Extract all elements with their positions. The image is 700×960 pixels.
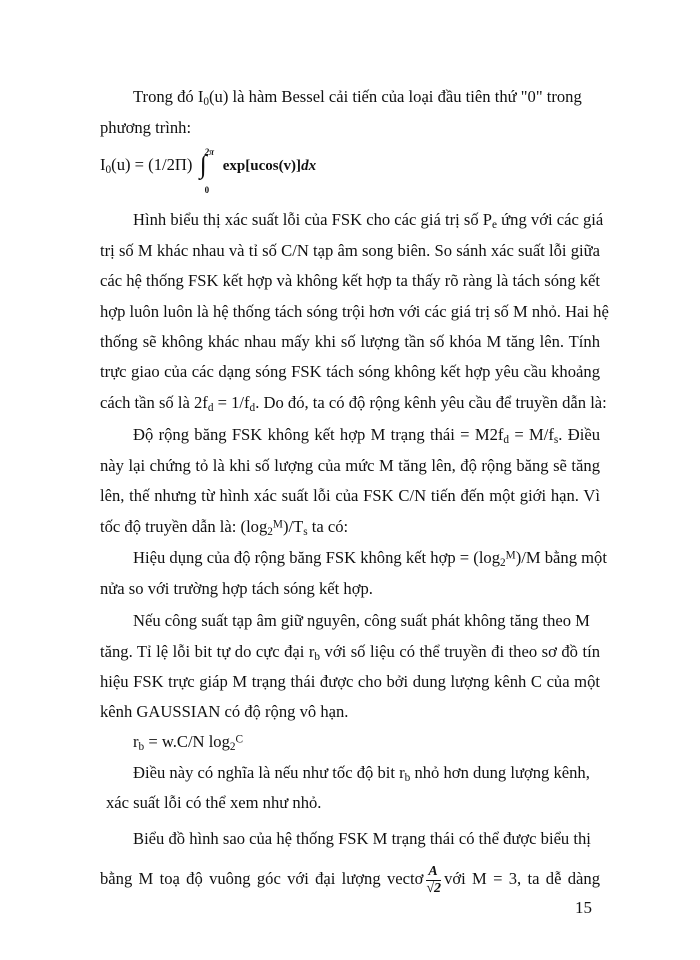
paragraph-2-line-6	[100, 361, 600, 383]
subscript: b	[314, 651, 321, 664]
subscript: e	[492, 219, 498, 232]
formula-superscript: C	[235, 733, 244, 746]
formula-subscript: b	[138, 741, 145, 754]
text: tăng. Tỉ lệ lỗi bit tự do cực đại r	[100, 642, 315, 661]
paragraph-3-line-4	[100, 516, 348, 538]
subscript: d	[249, 402, 256, 415]
paragraph-6-line-1	[133, 762, 590, 784]
text: . Điều	[558, 425, 600, 444]
text: trị số M khác nhau và tỉ số C/N tạp âm song biên. So sánh xác suất lỗi giữa	[100, 241, 600, 260]
formula-text: (u) = (1/2Π)	[111, 155, 193, 174]
text: Biểu đồ hình sao của hệ thống FSK M trạng thái có thể được biểu thị	[133, 829, 591, 848]
text: = 1/f	[213, 393, 250, 412]
paragraph-4-line-1	[133, 547, 607, 570]
text: hiệu FSK trực giáp M trạng thái được cho bởi dung lượng kênh C của một	[100, 672, 600, 691]
text: Hình biểu thị xác suất lỗi của FSK cho các giá trị số P	[133, 210, 493, 229]
text: Hiệu dụng của độ rộng băng FSK không kết hợp = (log	[133, 548, 501, 567]
fraction-numerator: A	[426, 865, 441, 881]
text: ứng với các giá	[497, 210, 604, 229]
integrand-differential: dx	[301, 158, 317, 174]
superscript: M	[272, 518, 283, 531]
text: cách tần số là 2f	[100, 393, 208, 412]
text: )/T	[282, 517, 304, 536]
integrand-text: exp[ucos(v)]	[222, 158, 302, 174]
paragraph-5-line-4	[100, 701, 348, 723]
paragraph-3-line-3	[100, 485, 600, 507]
subscript: d	[207, 402, 214, 415]
text: kênh GAUSSIAN có độ rộng vô hạn.	[100, 702, 349, 721]
bit-rate-formula	[133, 731, 243, 753]
paragraph-5-line-1	[133, 610, 590, 632]
paragraph-5-line-2	[100, 641, 600, 663]
paragraph-2-line-5	[100, 331, 600, 353]
subscript: d	[503, 434, 510, 447]
integral-sign: ∫ 2π 0	[197, 155, 219, 177]
text: với M = 3, ta dễ dàng	[444, 869, 600, 888]
integrand	[223, 158, 316, 174]
text: lên, thế nhưng từ hình xác suất lỗi của FSK C/N tiến đến một giới hạn. Vì	[100, 486, 600, 505]
text: bằng M toạ độ vuông góc với đại lượng vectơ	[100, 869, 424, 888]
text: xác suất lỗi có thể xem như nhỏ.	[106, 793, 322, 812]
text: tốc độ truyền dẫn là: (log	[100, 517, 268, 536]
text: . Do đó, ta có độ rộng kênh yêu cầu để truyền dẫn là:	[255, 393, 607, 412]
subscript: 0	[203, 96, 210, 109]
text: này lại chứng tỏ là khi số lượng của mức M tăng lên, độ rộng băng sẽ tăng	[100, 456, 600, 475]
formula-subscript: 2	[229, 741, 236, 754]
subscript: s	[303, 526, 308, 539]
paragraph-1-line-2	[100, 117, 191, 139]
paragraph-5-line-3	[100, 671, 600, 693]
paragraph-7-line-1	[133, 828, 591, 850]
subscript: 2	[267, 526, 273, 539]
text: Nếu công suất tạp âm giữ nguyên, công suất phát không tăng theo M	[133, 611, 590, 630]
text: phương trình:	[100, 118, 192, 137]
subscript: 2	[500, 557, 506, 570]
text: Điều này có nghĩa là nếu như tốc độ bit r	[133, 763, 405, 782]
formula-text: r	[133, 732, 139, 751]
formula-subscript: 0	[105, 164, 112, 177]
superscript: M	[505, 549, 516, 562]
subscript: b	[404, 772, 411, 785]
vector-fraction	[426, 865, 441, 896]
text: nửa so với trường hợp tách sóng kết hợp.	[100, 579, 373, 598]
bessel-formula	[100, 147, 317, 196]
paragraph-2-line-2	[100, 240, 600, 262]
text: (u) là hàm Bessel cải tiến của loại đầu tiên thứ "0" trong	[209, 87, 582, 106]
paragraph-3-line-1	[133, 424, 600, 446]
paragraph-2-line-7	[100, 392, 607, 414]
paragraph-4-line-2	[100, 578, 373, 600]
text: )/M bằng một	[515, 548, 607, 567]
paragraph-6-line-2	[106, 792, 321, 814]
subscript: s	[553, 434, 559, 447]
fraction-denominator: √2	[426, 880, 442, 896]
formula-text: = w.C/N log	[144, 732, 230, 751]
paragraph-2-line-1	[133, 209, 604, 232]
paragraph-7-line-2	[100, 859, 600, 899]
integral-upper-limit: 2π	[204, 147, 214, 158]
paragraph-2-line-3	[100, 270, 600, 292]
integral-lower-limit: 0	[204, 185, 210, 196]
paragraph-3-line-2	[100, 455, 600, 477]
text: hợp luôn luôn là hệ thống tách sóng trội hơn với các giá trị số M nhỏ. Hai hệ	[100, 302, 609, 321]
text: thống sẽ không khác nhau mấy khi số lượng tần số khóa M tăng lên. Tính	[100, 332, 600, 351]
page-number: 15	[575, 898, 592, 917]
text: ta có:	[307, 517, 349, 536]
text: nhỏ hơn dung lượng kênh,	[410, 763, 590, 782]
paragraph-1-line-1	[133, 86, 582, 108]
text: Trong đó I	[133, 87, 204, 106]
text: các hệ thống FSK kết hợp và không kết hợp ta thấy rõ ràng là tách sóng kết	[100, 271, 601, 290]
text: với số liệu có thể truyền đi theo sơ đồ tín	[320, 642, 600, 661]
text: Độ rộng băng FSK không kết hợp M trạng thái = M2f	[133, 425, 504, 444]
text: = M/f	[509, 425, 554, 444]
text: trực giao của các dạng sóng FSK tách sóng không kết hợp yêu cầu khoảng	[100, 362, 600, 381]
paragraph-2-line-4	[100, 301, 609, 323]
formula-text: I	[100, 155, 106, 174]
